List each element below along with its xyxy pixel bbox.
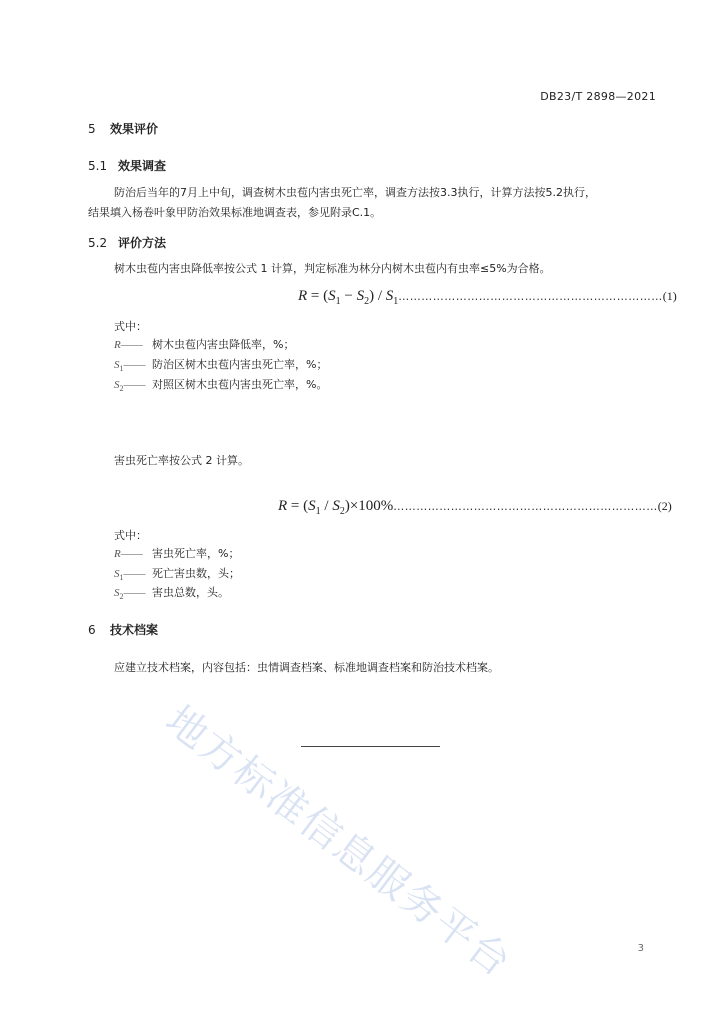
section-title: 效果调查 [118,159,167,173]
section-5-1-heading [88,157,166,174]
section-6-heading [88,621,158,638]
where-label: 式中： [114,529,147,542]
section-title: 效果评价 [110,122,159,136]
watermark: 地方标准信息服务平台 [156,697,521,987]
section-title: 评价方法 [118,236,167,250]
paragraph: 应建立技术档案，内容包括：虫情调查档案、标准地调查档案和防治技术档案。 [114,661,499,674]
section-number: 5 [88,122,96,136]
formula-expression: $R = (S_1 - S_2) / S_1$ [298,288,399,307]
equation-number: (2) [657,499,672,513]
formula-expression: $R = (S_1 / S_2)\times 100\%$ [278,498,394,517]
end-divider [301,746,440,747]
definition-line: R—— 树木虫苞内害虫降低率，%； [114,338,295,351]
section-number: 6 [88,623,96,637]
equation-number: (1) [662,289,677,303]
paragraph: 树木虫苞内害虫降低率按公式 1 计算，判定标准为林分内树木虫苞内有虫率≤5%为合格。 [114,262,551,275]
standard-number: DB23/T 2898—2021 [540,90,656,103]
definition-line: R—— 害虫死亡率，%； [114,547,240,560]
section-title: 技术档案 [110,623,159,637]
paragraph-line: 结果填入杨卷叶象甲防治效果标准地调查表，参见附录C.1。 [88,206,382,219]
section-number: 5.1 [88,159,108,173]
formula-1 [298,285,677,307]
definition-line: $S_2——$ 对照区树木虫苞内害虫死亡率，%。 [114,378,328,394]
paragraph: 害虫死亡率按公式 2 计算。 [114,454,249,467]
definition-line: $S_1——$ 死亡害虫数，头； [114,567,240,583]
formula-2 [278,495,672,517]
section-5-2-heading [88,234,166,251]
section-number: 5.2 [88,236,108,250]
paragraph-line: 防治后当年的7月上中旬，调查树木虫苞内害虫死亡率，调查方法按3.3执行，计算方法按5.2执行， [114,186,596,199]
leader-dots: …………………………………………………………… [398,290,663,303]
definition-line: $S_1——$ 防治区树木虫苞内害虫死亡率，%； [114,358,328,374]
where-label: 式中： [114,320,147,333]
definition-line: $S_2——$ 害虫总数，头。 [114,586,229,602]
section-5-heading [88,120,158,137]
page-number: 3 [637,943,644,954]
leader-dots: …………………………………………………………… [393,500,658,513]
